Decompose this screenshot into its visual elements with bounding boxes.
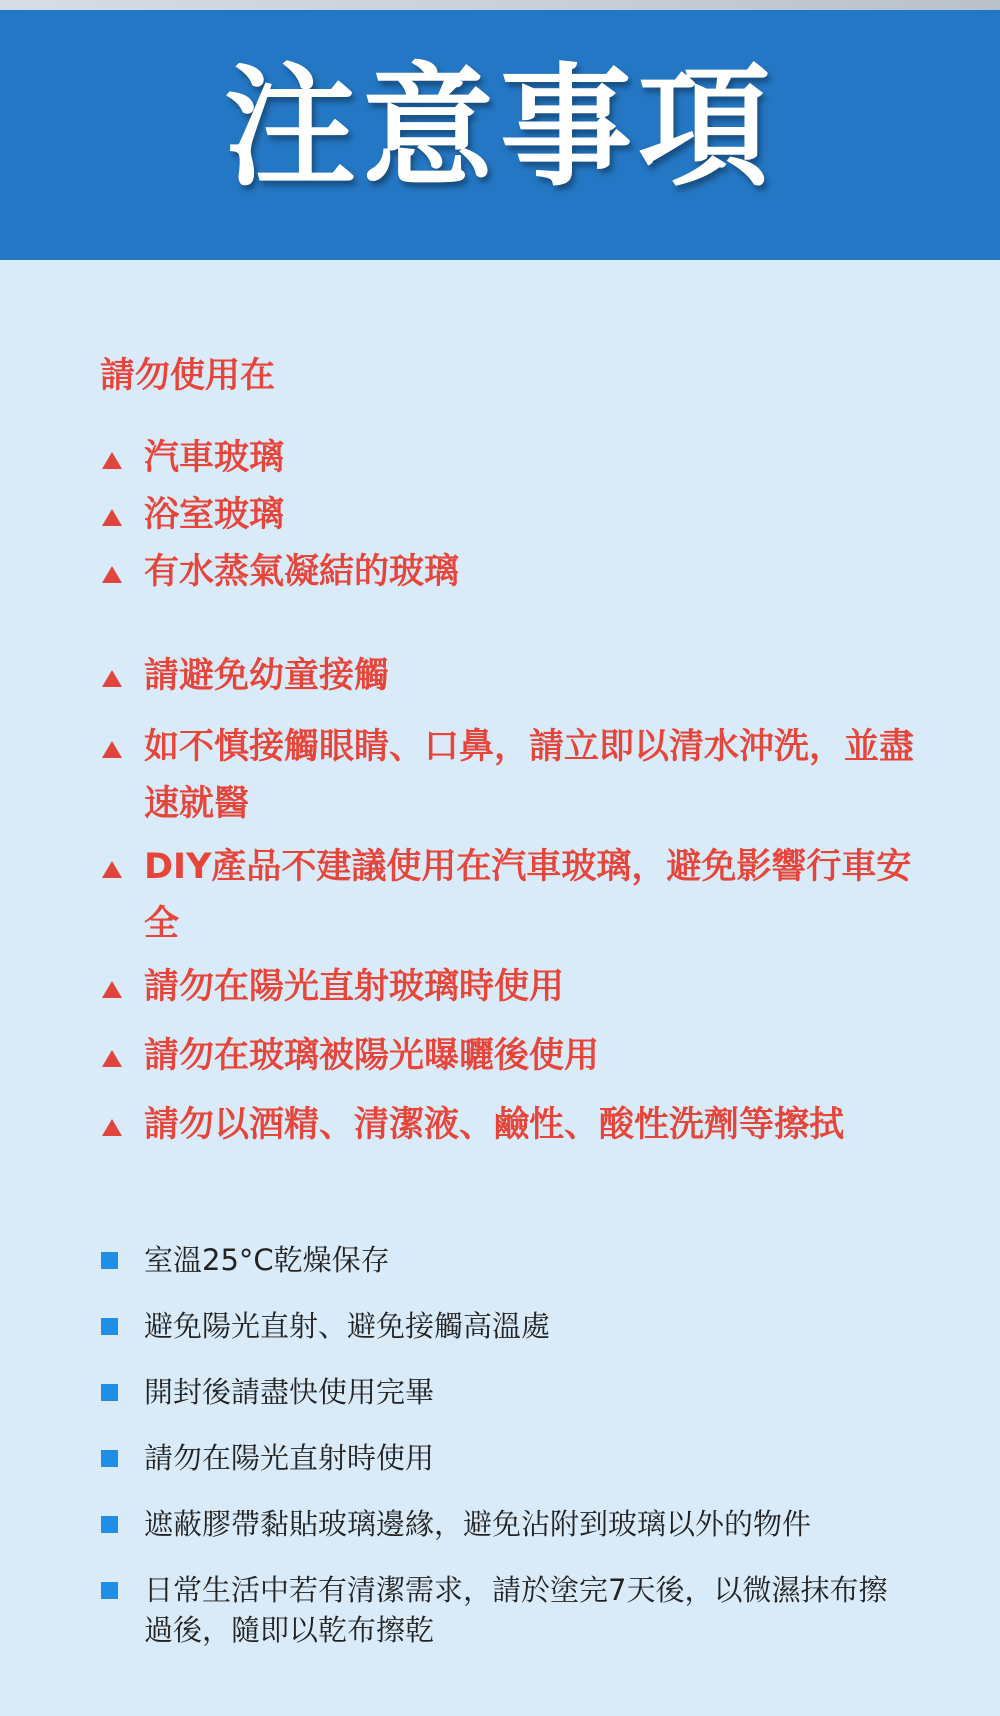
list-item (100, 1372, 900, 1412)
list-item (100, 1504, 900, 1544)
list-item-text: 請勿在陽光直射時使用 (144, 1441, 435, 1475)
warning-triangle-icon (102, 1119, 122, 1136)
surface-list (100, 430, 960, 601)
warning-triangle-icon (102, 1050, 122, 1067)
list-item-text: 日常生活中若有清潔需求，請於塗完7天後，以微濕抹布擦過後，隨即以乾布擦乾 (144, 1573, 888, 1647)
list-item-text: 請避免幼童接觸 (144, 656, 390, 696)
caution-list (100, 648, 920, 1154)
list-item-text: 開封後請盡快使用完畢 (144, 1375, 435, 1409)
square-bullet-icon (101, 1252, 118, 1269)
list-item (100, 1438, 900, 1478)
list-item (100, 1306, 900, 1346)
list-item (100, 430, 960, 487)
square-bullet-icon (101, 1516, 118, 1533)
warning-triangle-icon (102, 861, 122, 878)
warning-triangle-icon (102, 452, 122, 469)
list-item-text: 請勿在陽光直射玻璃時使用 (144, 967, 565, 1007)
header-banner (0, 10, 1000, 260)
square-bullet-icon (101, 1384, 118, 1401)
list-item-text: 如不慎接觸眼睛、口鼻，請立即以清水沖洗，並盡速就醫 (144, 727, 915, 824)
notice-content (0, 260, 1000, 1716)
list-item (100, 544, 960, 601)
list-item (100, 839, 920, 953)
list-item-text: 避免陽光直射、避免接觸高溫處 (144, 1309, 551, 1343)
list-item (100, 1097, 920, 1154)
list-item-text: 請勿在玻璃被陽光曝曬後使用 (144, 1036, 600, 1076)
list-item (100, 1240, 900, 1280)
warning-triangle-icon (102, 981, 122, 998)
square-bullet-icon (101, 1318, 118, 1335)
top-strip (0, 0, 1000, 10)
list-item-text: 室溫25°C乾燥保存 (144, 1243, 390, 1277)
warning-triangle-icon (102, 509, 122, 526)
list-item-text: 浴室玻璃 (144, 495, 285, 535)
square-bullet-icon (101, 1582, 118, 1599)
list-item-text: 請勿以酒精、清潔液、鹼性、酸性洗劑等擦拭 (144, 1105, 845, 1145)
do-not-use-heading: 請勿使用在 (100, 356, 276, 396)
list-item (100, 959, 920, 1016)
list-item (100, 648, 920, 705)
storage-list (100, 1240, 900, 1650)
page-title: 注意事項 (224, 51, 776, 205)
list-item (100, 1028, 920, 1085)
warning-triangle-icon (102, 670, 122, 687)
list-item (100, 487, 960, 544)
warning-triangle-icon (102, 741, 122, 758)
list-item-text: 汽車玻璃 (144, 438, 285, 478)
list-item-text: DIY產品不建議使用在汽車玻璃，避免影響行車安全 (144, 847, 912, 944)
list-item (100, 719, 920, 833)
list-item (100, 1570, 900, 1650)
square-bullet-icon (101, 1450, 118, 1467)
list-item-text: 有水蒸氣凝結的玻璃 (144, 552, 460, 592)
warning-triangle-icon (102, 566, 122, 583)
list-item-text: 遮蔽膠帶黏貼玻璃邊緣，避免沾附到玻璃以外的物件 (144, 1507, 812, 1541)
